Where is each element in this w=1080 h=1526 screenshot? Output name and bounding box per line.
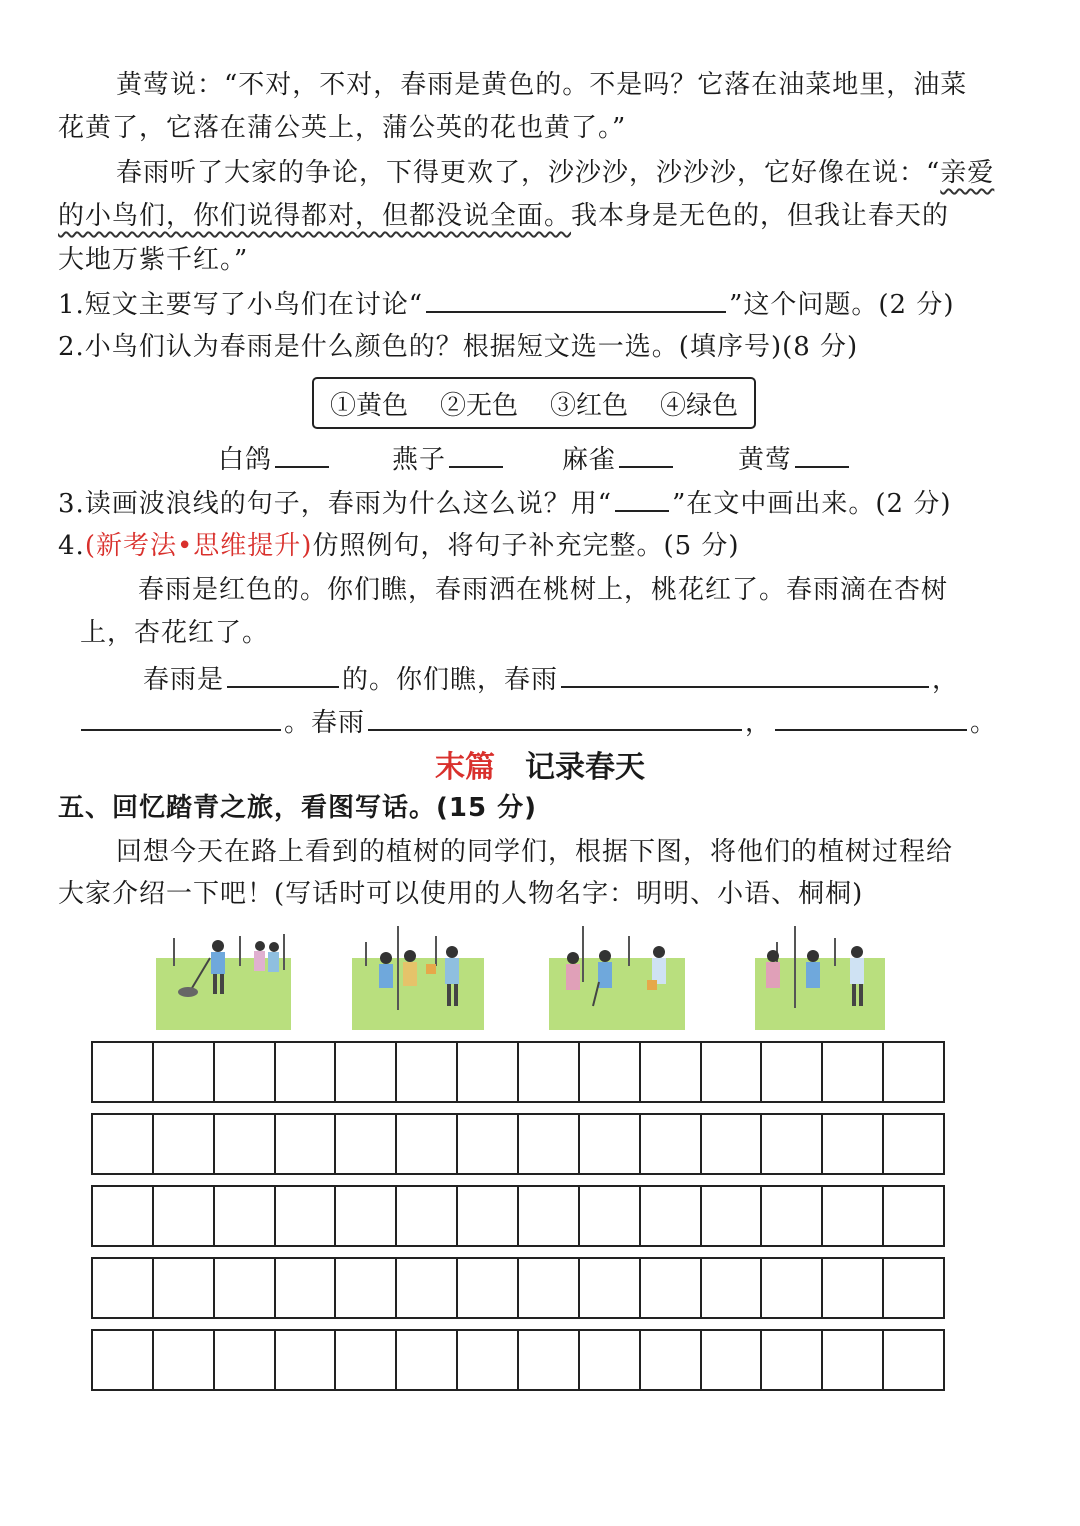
grid-cell[interactable] bbox=[762, 1187, 823, 1245]
options-box bbox=[312, 377, 756, 429]
option-item: ②无色 bbox=[439, 390, 518, 421]
answer-blank[interactable] bbox=[615, 484, 669, 512]
grid-cell[interactable] bbox=[215, 1331, 276, 1389]
grid-cell[interactable] bbox=[276, 1187, 337, 1245]
bird-answer: 黄莺 bbox=[738, 440, 852, 478]
picture-step-4 bbox=[755, 922, 885, 1030]
fill-sentence: 。春雨 ， 。 bbox=[78, 703, 997, 741]
wavy-underlined-sentence: 的小鸟们，你们说得都对，但都没说全面。 bbox=[58, 201, 572, 231]
grid-cell[interactable] bbox=[519, 1331, 580, 1389]
grid-row bbox=[91, 1041, 945, 1103]
writing-grid bbox=[91, 1041, 945, 1401]
question-2: 2.小鸟们认为春雨是什么颜色的？根据短文选一选。(填序号)(8 分) bbox=[58, 332, 859, 362]
grid-cell[interactable] bbox=[823, 1043, 884, 1101]
passage-line: 花黄了，它落在蒲公英上，蒲公英的花也黄了。” bbox=[58, 113, 627, 143]
grid-cell[interactable] bbox=[215, 1259, 276, 1317]
answer-blank[interactable] bbox=[795, 440, 849, 468]
option-item: ④绿色 bbox=[659, 390, 738, 421]
answer-blank[interactable] bbox=[449, 440, 503, 468]
question-5-heading: 五、回忆踏青之旅，看图写话。(15 分) bbox=[58, 793, 537, 823]
grid-cell[interactable] bbox=[276, 1259, 337, 1317]
picture-step-1 bbox=[156, 922, 291, 1030]
grid-cell[interactable] bbox=[823, 1331, 884, 1389]
wavy-underlined-sentence: 亲爱 bbox=[940, 158, 995, 188]
answer-blank[interactable] bbox=[368, 703, 742, 731]
grid-cell[interactable] bbox=[519, 1043, 580, 1101]
answer-blank[interactable] bbox=[275, 440, 329, 468]
grid-cell[interactable] bbox=[702, 1331, 763, 1389]
grid-cell[interactable] bbox=[884, 1259, 943, 1317]
passage-line: 春雨听了大家的争论，下得更欢了，沙沙沙，沙沙沙，它好像在说：“亲爱 bbox=[116, 158, 995, 188]
passage-line: 黄莺说：“不对，不对，春雨是黄色的。不是吗？它落在油菜地里，油菜 bbox=[116, 70, 968, 100]
answer-blank[interactable] bbox=[619, 440, 673, 468]
grid-cell[interactable] bbox=[93, 1259, 154, 1317]
grid-cell[interactable] bbox=[397, 1331, 458, 1389]
grid-cell[interactable] bbox=[702, 1259, 763, 1317]
grid-cell[interactable] bbox=[823, 1115, 884, 1173]
grid-cell[interactable] bbox=[397, 1187, 458, 1245]
grid-cell[interactable] bbox=[93, 1331, 154, 1389]
grid-cell[interactable] bbox=[884, 1331, 943, 1389]
grid-cell[interactable] bbox=[154, 1259, 215, 1317]
grid-cell[interactable] bbox=[702, 1043, 763, 1101]
grid-cell[interactable] bbox=[154, 1115, 215, 1173]
fill-sentence: 春雨是 的。你们瞧，春雨 ， bbox=[143, 660, 959, 698]
grid-cell[interactable] bbox=[93, 1043, 154, 1101]
example-sentence: 春雨是红色的。你们瞧，春雨洒在桃树上，桃花红了。春雨滴在杏树 bbox=[138, 575, 949, 605]
grid-row bbox=[91, 1329, 945, 1391]
answer-blank[interactable] bbox=[775, 703, 967, 731]
grid-cell[interactable] bbox=[458, 1115, 519, 1173]
grid-cell[interactable] bbox=[702, 1115, 763, 1173]
grid-cell[interactable] bbox=[154, 1331, 215, 1389]
question-5-desc: 大家介绍一下吧！(写话时可以使用的人物名字：明明、小语、桐桐) bbox=[58, 879, 864, 909]
grid-cell[interactable] bbox=[458, 1043, 519, 1101]
grid-cell[interactable] bbox=[215, 1115, 276, 1173]
grid-cell[interactable] bbox=[397, 1115, 458, 1173]
option-item: ③红色 bbox=[549, 390, 628, 421]
grid-cell[interactable] bbox=[580, 1259, 641, 1317]
question-3: 3.读画波浪线的句子，春雨为什么这么说？用“ ”在文中画出来。(2 分) bbox=[58, 484, 952, 522]
grid-cell[interactable] bbox=[580, 1115, 641, 1173]
grid-cell[interactable] bbox=[884, 1115, 943, 1173]
grid-cell[interactable] bbox=[336, 1331, 397, 1389]
grid-cell[interactable] bbox=[519, 1115, 580, 1173]
grid-cell[interactable] bbox=[458, 1331, 519, 1389]
grid-cell[interactable] bbox=[519, 1187, 580, 1245]
passage-line: 的小鸟们，你们说得都对，但都没说全面。我本身是无色的，但我让春天的 bbox=[58, 201, 950, 231]
grid-cell[interactable] bbox=[702, 1187, 763, 1245]
grid-cell[interactable] bbox=[458, 1187, 519, 1245]
grid-cell[interactable] bbox=[884, 1043, 943, 1101]
question-4: 4.(新考法•思维提升)仿照例句，将句子补充完整。(5 分) bbox=[58, 531, 740, 561]
grid-cell[interactable] bbox=[336, 1115, 397, 1173]
grid-cell[interactable] bbox=[215, 1043, 276, 1101]
grid-cell[interactable] bbox=[823, 1259, 884, 1317]
grid-cell[interactable] bbox=[519, 1259, 580, 1317]
grid-cell[interactable] bbox=[458, 1259, 519, 1317]
grid-row bbox=[91, 1185, 945, 1247]
grid-row bbox=[91, 1257, 945, 1319]
grid-cell[interactable] bbox=[641, 1043, 702, 1101]
grid-cell[interactable] bbox=[93, 1187, 154, 1245]
question-1: 1.短文主要写了小鸟们在讨论“ ”这个问题。(2 分) bbox=[58, 285, 955, 323]
grid-cell[interactable] bbox=[580, 1187, 641, 1245]
grid-cell[interactable] bbox=[397, 1043, 458, 1101]
grid-cell[interactable] bbox=[336, 1187, 397, 1245]
bird-answer: 燕子 bbox=[392, 440, 506, 478]
grid-cell[interactable] bbox=[762, 1115, 823, 1173]
question-5-desc: 回想今天在路上看到的植树的同学们，根据下图，将他们的植树过程给 bbox=[116, 837, 954, 867]
grid-cell[interactable] bbox=[215, 1187, 276, 1245]
tag-new-method: (新考法•思维提升) bbox=[84, 531, 313, 561]
grid-cell[interactable] bbox=[762, 1043, 823, 1101]
bird-answer: 麻雀 bbox=[562, 440, 676, 478]
example-sentence: 上，杏花红了。 bbox=[80, 618, 270, 648]
grid-cell[interactable] bbox=[580, 1043, 641, 1101]
grid-cell[interactable] bbox=[93, 1115, 154, 1173]
grid-cell[interactable] bbox=[154, 1187, 215, 1245]
passage-line: 大地万紫千红。” bbox=[58, 245, 249, 275]
grid-cell[interactable] bbox=[762, 1331, 823, 1389]
grid-cell[interactable] bbox=[762, 1259, 823, 1317]
grid-cell[interactable] bbox=[580, 1331, 641, 1389]
picture-step-2 bbox=[352, 922, 484, 1030]
grid-cell[interactable] bbox=[884, 1187, 943, 1245]
grid-cell[interactable] bbox=[276, 1331, 337, 1389]
grid-cell[interactable] bbox=[641, 1259, 702, 1317]
grid-cell[interactable] bbox=[397, 1259, 458, 1317]
grid-cell[interactable] bbox=[641, 1331, 702, 1389]
section-title: 末篇 记录春天 bbox=[435, 750, 645, 785]
answer-blank[interactable] bbox=[561, 660, 929, 688]
grid-cell[interactable] bbox=[276, 1115, 337, 1173]
grid-cell[interactable] bbox=[641, 1187, 702, 1245]
grid-cell[interactable] bbox=[276, 1043, 337, 1101]
answer-blank[interactable] bbox=[426, 285, 726, 313]
grid-cell[interactable] bbox=[154, 1043, 215, 1101]
answer-blank[interactable] bbox=[81, 703, 281, 731]
grid-cell[interactable] bbox=[823, 1187, 884, 1245]
option-item: ①黄色 bbox=[329, 390, 408, 421]
answer-blank[interactable] bbox=[227, 660, 339, 688]
grid-cell[interactable] bbox=[336, 1043, 397, 1101]
grid-cell[interactable] bbox=[641, 1115, 702, 1173]
bird-answer: 白鸽 bbox=[218, 440, 332, 478]
picture-step-3 bbox=[549, 922, 685, 1030]
grid-row bbox=[91, 1113, 945, 1175]
grid-cell[interactable] bbox=[336, 1259, 397, 1317]
